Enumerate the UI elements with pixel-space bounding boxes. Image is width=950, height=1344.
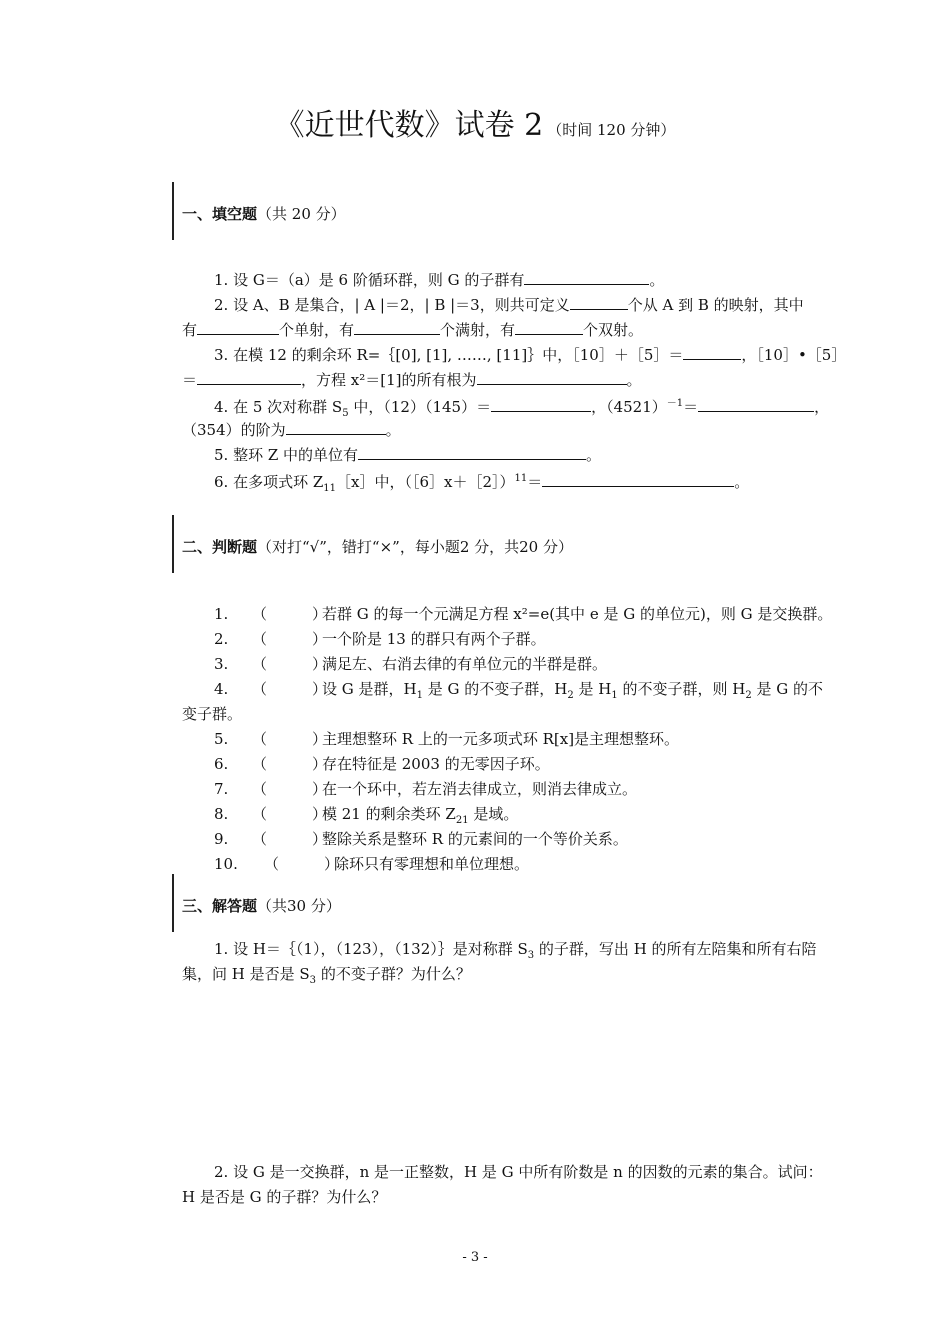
fill-q6: 6. 在多项式环 $Z_{11}[x]$中，（［6］x＋［2］）$^{11}$＝ 。: [214, 467, 749, 501]
answer-paren[interactable]: （ ）: [252, 605, 328, 623]
answer-blank[interactable]: [524, 267, 649, 285]
fill-q4-line2: （354）的阶为 。: [182, 417, 401, 442]
title-main: 《近世代数》试卷 2: [274, 108, 544, 143]
answer-paren[interactable]: （ ）: [264, 855, 340, 873]
fill-q2-line2: 有 个单射，有 个满射，有 个双射。: [182, 317, 643, 342]
fill-q4-line1: 4. 在 5 次对称群 $S_5$ 中，（12）（145）＝ ，$(4521)^{-1}=$ ，: [214, 392, 829, 426]
judge-item-3: 3. （ ）满足左、右消去律的有单位元的半群是群。: [214, 652, 607, 676]
section3-heading: 三、解答题（共30 分）: [182, 897, 341, 915]
answer-q1-line2: 集，问 H 是否是 $S_3$ 的不变子群？为什么？: [182, 965, 471, 986]
page-number: - 3 -: [462, 1250, 488, 1265]
answer-blank[interactable]: [477, 367, 627, 385]
answer-paren[interactable]: （ ）: [252, 780, 328, 798]
fill-q1: 1. 设 G＝（a）是 6 阶循环群，则 G 的子群有 。: [214, 267, 664, 292]
answer-blank[interactable]: [683, 342, 741, 360]
judge-item-4-cont: 变子群。: [182, 705, 243, 723]
answer-blank[interactable]: [197, 317, 279, 335]
fill-q3-line1: 3. 在模 12 的剩余环 R=｛[0], [1], ……, [11]｝中，［10］＋［5］＝ ，［10］•［5］: [214, 342, 846, 367]
section1-heading: 一、填空题（共 20 分）: [182, 205, 346, 223]
judge-item-1: 1. （ ）若群 G 的每一个元满足方程 x²=e(其中 e 是 G 的单位元)，则 G 是交换群。: [214, 602, 832, 626]
answer-paren[interactable]: （ ）: [252, 655, 328, 673]
answer-blank[interactable]: [570, 292, 628, 310]
answer-blank[interactable]: [491, 394, 591, 412]
answer-q2-line1: 2. 设 G 是一交换群，n 是一正整数，H 是 G 中所有阶数是 n 的因数的元素的集合。试问：: [214, 1163, 823, 1181]
judge-item-9: 9. （ ）整除关系是整环 R 的元素间的一个等价关系。: [214, 827, 628, 851]
answer-paren[interactable]: （ ）: [252, 630, 328, 648]
judge-item-6: 6. （ ）存在特征是 2003 的无零因子环。: [214, 752, 550, 776]
judge-item-7: 7. （ ）在一个环中，若左消去律成立，则消去律成立。: [214, 777, 637, 801]
section-bar: [172, 874, 174, 932]
answer-paren[interactable]: （ ）: [252, 755, 328, 773]
title-sub: （时间 120 分钟）: [547, 121, 676, 139]
answer-blank[interactable]: [698, 394, 814, 412]
answer-blank[interactable]: [358, 442, 586, 460]
answer-blank[interactable]: [286, 417, 386, 435]
section-bar: [172, 515, 174, 573]
answer-blank[interactable]: [515, 317, 583, 335]
answer-paren[interactable]: （ ）: [252, 680, 328, 698]
page-title: [0, 100, 950, 144]
answer-paren[interactable]: （ ）: [252, 830, 328, 848]
fill-q2-line1: 2. 设 A、B 是集合，| A |＝2，| B |＝3，则共可定义 个从 A 到 B 的映射，其中: [214, 292, 804, 317]
answer-q1-line1: 1. 设 H＝｛（1），（123），（132）｝是对称群 $S_3$ 的子群，写出 H 的所有左陪集和所有右陪: [214, 940, 817, 961]
answer-blank[interactable]: [354, 317, 440, 335]
answer-blank[interactable]: [197, 367, 301, 385]
fill-q3-line2: ＝ ，方程 x²＝[1]的所有根为 。: [182, 367, 642, 392]
answer-blank[interactable]: [542, 469, 734, 487]
judge-item-5: 5. （ ）主理想整环 R 上的一元多项式环 R[x]是主理想整环。: [214, 727, 679, 751]
answer-paren[interactable]: （ ）: [252, 805, 328, 823]
judge-item-2: 2. （ ）一个阶是 13 的群只有两个子群。: [214, 627, 546, 651]
section-bar: [172, 182, 174, 240]
fill-q5: 5. 整环 Z 中的单位有 。: [214, 442, 601, 467]
answer-q2-line2: H 是否是 G 的子群？为什么？: [182, 1188, 387, 1206]
judge-item-4: 4. （ ）设 G 是群，$H_1$ 是 G 的不变子群，$H_2$ 是 $H_1$ 的不变子群，则 $H_2$ 是 G 的不: [214, 677, 823, 708]
answer-paren[interactable]: （ ）: [252, 730, 328, 748]
section2-heading: 二、判断题（对打“√”，错打“×”，每小题2 分，共20 分）: [182, 538, 573, 556]
judge-item-8: 8. （ ）模 21 的剩余类环 $Z_{21}$ 是域。: [214, 802, 518, 833]
judge-item-10: 10. （ ）除环只有零理想和单位理想。: [214, 852, 529, 876]
